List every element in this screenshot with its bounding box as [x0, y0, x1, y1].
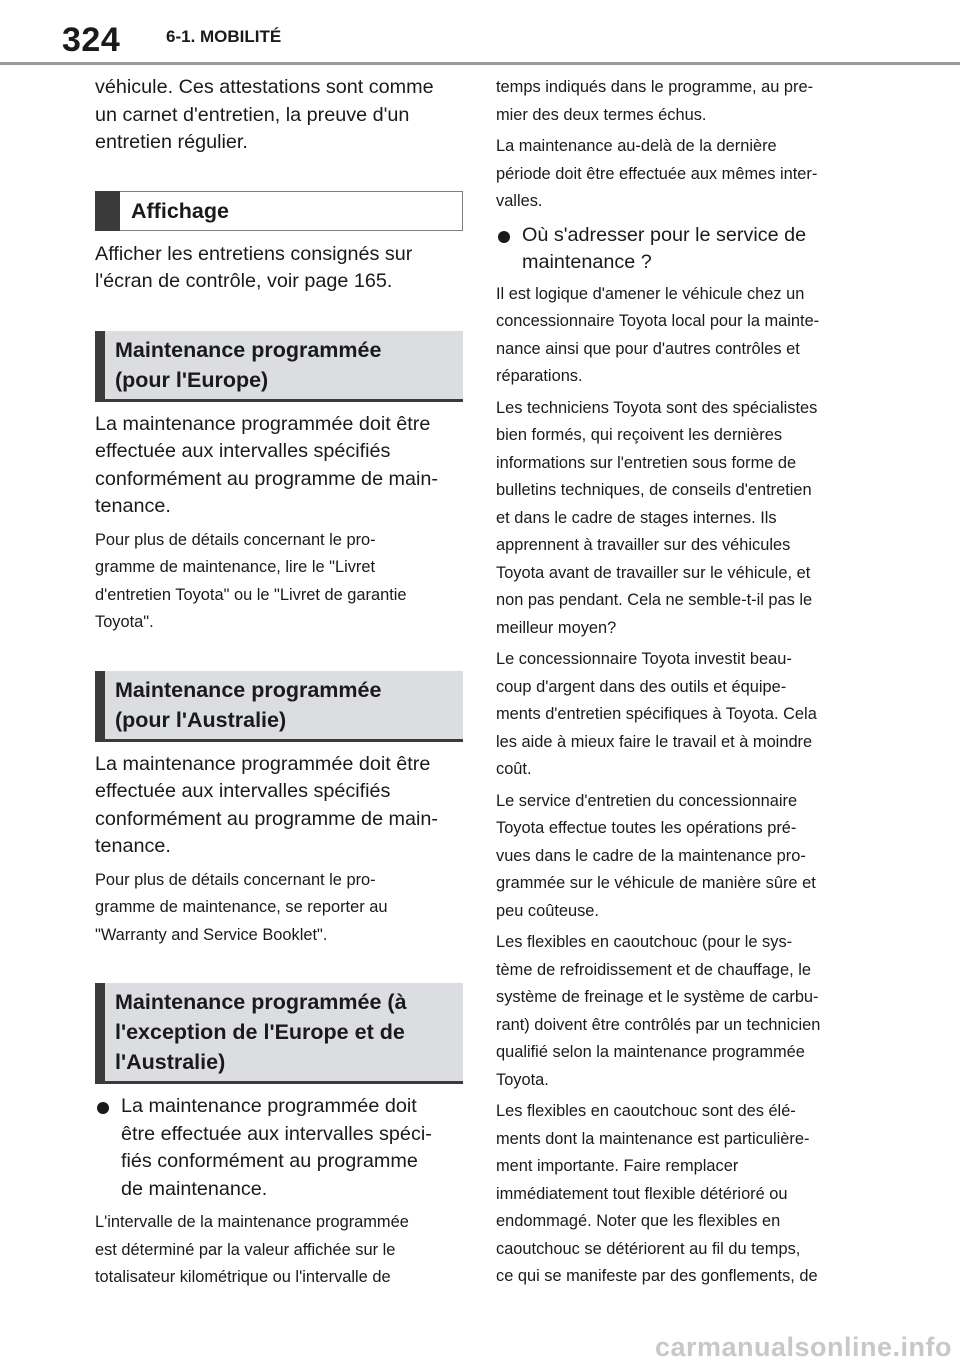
text-line: entretien régulier. — [95, 131, 248, 153]
heading-text: Maintenance programmée (à — [115, 990, 407, 1014]
text-line: ments d'entretien spécifiques à Toyota. Cela — [496, 705, 817, 723]
text-line: informations sur l'entretien sous forme de — [496, 453, 797, 472]
text-line: effectuée aux intervalles spécifiés — [95, 780, 391, 802]
heading-bar — [95, 331, 105, 402]
text-line: Il est logique d'amener le véhicule chez un — [496, 284, 805, 303]
text-line: Toyota". — [95, 613, 154, 631]
text-line: ce qui se manifeste par des gonflements, de — [496, 1267, 818, 1285]
australie-paragraph — [95, 751, 463, 861]
affichage-paragraph — [95, 241, 463, 296]
text-line: l'écran de contrôle, voir page 165. — [95, 270, 393, 292]
heading-text: l'exception de l'Europe et de — [115, 1020, 405, 1044]
text-line: bulletins techniques, de conseils d'entretien — [496, 481, 812, 499]
bullet-item — [496, 222, 862, 277]
europe-note — [95, 527, 463, 637]
text-line: Les flexibles en caoutchouc (pour le sys- — [496, 933, 793, 951]
text-line: conformément au programme de main- — [95, 467, 439, 490]
intro-paragraph — [95, 74, 463, 157]
text-line: tème de refroidissement et de chauffage, le — [496, 960, 811, 979]
text-line: ment importante. Faire remplacer — [496, 1157, 739, 1175]
text-line: les aide à mieux faire le travail et à moindre — [496, 732, 813, 751]
section-heading-europe — [95, 331, 463, 402]
text-line: Où s'adresser pour le service de — [522, 223, 807, 246]
text-line: Toyota. — [496, 1070, 549, 1089]
paragraph — [496, 395, 862, 643]
text-line: endommagé. Noter que les flexibles en — [496, 1212, 781, 1230]
text-line: Pour plus de détails concernant le pro- — [95, 870, 376, 889]
text-line: coup d'argent dans des outils et équipe- — [496, 677, 787, 696]
heading-text: l'Australie) — [115, 1050, 226, 1074]
heading-text: (pour l'Australie) — [115, 707, 287, 732]
heading-text: Maintenance programmée — [115, 337, 382, 362]
exception-note — [95, 1209, 463, 1292]
text-line: de maintenance. — [121, 1177, 268, 1200]
text-line: et dans le cadre de stages internes. Ils — [496, 508, 777, 527]
paragraph — [496, 646, 862, 784]
section-title: 6-1. MOBILITÉ — [166, 27, 282, 46]
text-line: Le service d'entretien du concessionnaire — [496, 791, 798, 810]
text-line: rant) doivent être contrôlés par un technicien — [496, 1015, 821, 1034]
text-line: Les flexibles en caoutchouc sont des élé- — [496, 1102, 796, 1120]
heading-bar — [95, 671, 105, 742]
text-line: meilleur moyen? — [496, 618, 617, 637]
paragraph — [496, 281, 862, 391]
text-line: Toyota avant de travailler sur le véhicule, et — [496, 563, 811, 582]
text-line: est déterminé par la valeur affichée sur le — [95, 1240, 396, 1259]
text-line: tenance. — [95, 495, 171, 517]
europe-paragraph — [95, 411, 463, 521]
section-heading-exception — [95, 983, 463, 1084]
bullet-dot-icon — [97, 1102, 109, 1114]
text-line: système de freinage et le système de carbu- — [496, 988, 819, 1006]
left-column — [95, 74, 463, 1292]
text-line: Pour plus de détails concernant le pro- — [95, 530, 376, 549]
australie-note — [95, 867, 463, 950]
text-line: temps indiqués dans le programme, au pre- — [496, 78, 814, 96]
text-line: mier des deux termes échus. — [496, 105, 707, 124]
text-line: un carnet d'entretien, la preuve d'un — [95, 103, 410, 126]
text-line: peu coûteuse. — [496, 901, 599, 920]
text-line: valles. — [496, 192, 543, 210]
text-line: tenance. — [95, 835, 171, 857]
text-line: bien formés, qui reçoivent les dernières — [496, 426, 783, 444]
text-line: nance ainsi que pour d'autres contrôles et — [496, 339, 800, 358]
text-line: d'entretien Toyota" ou le "Livret de garantie — [95, 585, 407, 604]
text-line: vues dans le cadre de la maintenance pro- — [496, 846, 806, 865]
text-line: fiés conformément au programme — [121, 1150, 418, 1172]
text-line: effectuée aux intervalles spécifiés — [95, 440, 391, 462]
text-line: Toyota effectue toutes les opérations pré- — [496, 819, 797, 837]
page-header — [0, 0, 960, 62]
watermark-text: carmanualsonline.info — [654, 1332, 952, 1362]
text-line: gramme de maintenance, lire le "Livret — [95, 558, 376, 576]
text-line: maintenance ? — [522, 251, 652, 273]
text-line: La maintenance programmée doit être — [95, 752, 431, 775]
text-line: grammée sur le véhicule de manière sûre et — [496, 874, 816, 892]
text-line: qualifié selon la maintenance programmée — [496, 1043, 805, 1061]
section-heading-affichage — [95, 191, 463, 231]
text-line: être effectuée aux intervalles spéci- — [121, 1122, 432, 1145]
text-line: Les techniciens Toyota sont des spécialistes — [496, 398, 818, 417]
text-line: conformément au programme de main- — [95, 807, 439, 830]
heading-text: (pour l'Europe) — [115, 367, 269, 392]
text-line: gramme de maintenance, se reporter au — [95, 898, 388, 916]
text-line: "Warranty and Service Booklet". — [95, 925, 328, 944]
text-line: L'intervalle de la maintenance programmée — [95, 1213, 409, 1231]
text-line: Le concessionnaire Toyota investit beau- — [496, 650, 792, 668]
text-line: réparations. — [496, 367, 583, 385]
text-line: période doit être effectuée aux mêmes inter- — [496, 164, 818, 183]
text-line: caoutchouc se détériorent au fil du temps, — [496, 1239, 801, 1258]
heading-bar — [95, 191, 120, 231]
heading-text: Maintenance programmée — [115, 677, 382, 702]
text-line: non pas pendant. Cela ne semble-t-il pas le — [496, 591, 813, 609]
text-line: véhicule. Ces attestations sont comme — [95, 76, 434, 98]
header-divider — [0, 62, 960, 65]
page-number: 324 — [62, 21, 121, 59]
text-line: apprennent à travailler sur des véhicules — [496, 536, 791, 554]
text-line: La maintenance programmée doit — [121, 1095, 417, 1117]
heading-text: Affichage — [131, 198, 229, 223]
paragraph — [496, 74, 862, 129]
right-column — [496, 74, 862, 1291]
text-line: La maintenance programmée doit être — [95, 412, 431, 435]
text-line: coût. — [496, 760, 532, 778]
text-line: immédiatement tout flexible détérioré ou — [496, 1184, 788, 1203]
paragraph — [496, 1098, 862, 1291]
text-line: totalisateur kilométrique ou l'intervalle de — [95, 1268, 391, 1286]
bullet-dot-icon — [498, 231, 510, 243]
paragraph — [496, 788, 862, 926]
text-line: concessionnaire Toyota local pour la mainte- — [496, 312, 820, 330]
section-heading-australie — [95, 671, 463, 742]
text-line: ments dont la maintenance est particulière- — [496, 1129, 810, 1148]
heading-bar — [95, 983, 105, 1084]
paragraph — [496, 929, 862, 1094]
paragraph — [496, 133, 862, 216]
bullet-item — [95, 1093, 463, 1203]
text-line: Afficher les entretiens consignés sur — [95, 242, 413, 265]
text-line: La maintenance au-delà de la dernière — [496, 137, 777, 155]
